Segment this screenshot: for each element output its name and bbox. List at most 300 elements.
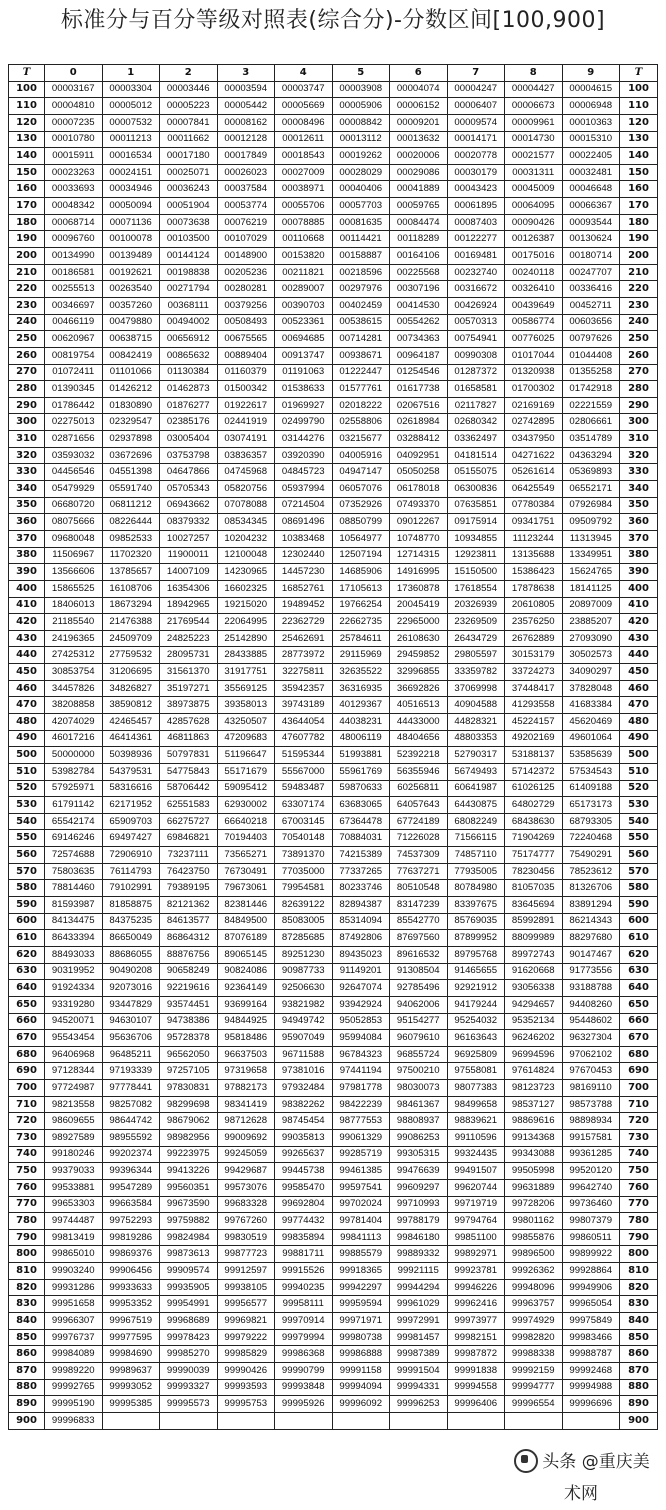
table-cell: 99855876: [505, 1229, 563, 1246]
table-row: [9, 1046, 658, 1063]
table-cell: 95352134: [505, 1013, 563, 1030]
table-cell: 79102991: [102, 880, 160, 897]
row-key-right: 710: [620, 1096, 658, 1113]
table-cell: 53585639: [562, 747, 620, 764]
table-row: [9, 1213, 658, 1230]
table-cell: 11313945: [562, 530, 620, 547]
table-row: [9, 497, 658, 514]
table-cell: 99491507: [447, 1163, 505, 1180]
table-row: [9, 830, 658, 847]
row-key-right: 570: [620, 863, 658, 880]
table-cell: [217, 1412, 275, 1429]
table-cell: [160, 1412, 218, 1429]
table-cell: 99110596: [447, 1130, 505, 1147]
row-key-left: 590: [9, 897, 45, 914]
row-key-left: 870: [9, 1362, 45, 1379]
table-cell: 01287372: [447, 364, 505, 381]
table-row: [9, 114, 658, 131]
table-cell: 04271622: [505, 447, 563, 464]
table-cell: 08850799: [332, 514, 390, 531]
table-cell: 97319658: [217, 1063, 275, 1080]
table-cell: 84134475: [45, 913, 103, 930]
row-key-right: 390: [620, 564, 658, 581]
table-cell: 99923781: [447, 1263, 505, 1280]
table-cell: 00009201: [390, 114, 448, 131]
row-key-left: 790: [9, 1229, 45, 1246]
table-cell: 99992765: [45, 1379, 103, 1396]
table-cell: 99961029: [390, 1296, 448, 1313]
table-cell: 00013112: [332, 131, 390, 148]
table-cell: 99719719: [447, 1196, 505, 1213]
row-key-right: 750: [620, 1163, 658, 1180]
table-cell: 99993593: [217, 1379, 275, 1396]
table-cell: 00066367: [562, 198, 620, 215]
table-cell: 87076189: [217, 930, 275, 947]
table-cell: 83645694: [505, 897, 563, 914]
table-cell: 98898934: [562, 1113, 620, 1130]
table-cell: 00158887: [332, 248, 390, 265]
table-cell: 99476639: [390, 1163, 448, 1180]
table-cell: 00007532: [102, 114, 160, 131]
table-cell: 61791142: [45, 797, 103, 814]
table-cell: 93699164: [217, 996, 275, 1013]
table-cell: 05369893: [562, 464, 620, 481]
table-cell: 99429687: [217, 1163, 275, 1180]
table-cell: 66640218: [217, 813, 275, 830]
table-cell: 99752293: [102, 1213, 160, 1230]
row-key-right: 440: [620, 647, 658, 664]
table-cell: 98808937: [390, 1113, 448, 1130]
table-cell: 49601064: [562, 730, 620, 747]
table-cell: 99653303: [45, 1196, 103, 1213]
table-cell: 99134368: [505, 1130, 563, 1147]
table-cell: 99869376: [102, 1246, 160, 1263]
table-cell: 10383468: [275, 530, 333, 547]
table-cell: 13349951: [562, 547, 620, 564]
table-cell: 02806661: [562, 414, 620, 431]
row-key-right: 450: [620, 664, 658, 681]
table-cell: 85083005: [275, 913, 333, 930]
row-key-left: 690: [9, 1063, 45, 1080]
table-cell: 99892971: [447, 1246, 505, 1263]
table-cell: 77935005: [447, 863, 505, 880]
table-cell: 01160379: [217, 364, 275, 381]
table-cell: 07493370: [390, 497, 448, 514]
table-cell: 72240468: [562, 830, 620, 847]
table-cell: 14916995: [390, 564, 448, 581]
table-cell: 57925971: [45, 780, 103, 797]
table-cell: 25142890: [217, 630, 275, 647]
table-cell: 99974929: [505, 1313, 563, 1330]
table-cell: 07780384: [505, 497, 563, 514]
table-cell: 94520071: [45, 1013, 103, 1030]
row-key-left: 710: [9, 1096, 45, 1113]
row-key-right: 900: [620, 1412, 658, 1429]
table-cell: 55567000: [275, 763, 333, 780]
table-cell: 00008162: [217, 114, 275, 131]
table-cell: 55961769: [332, 763, 390, 780]
table-cell: 01191063: [275, 364, 333, 381]
table-cell: 21769544: [160, 614, 218, 631]
row-key-left: 500: [9, 747, 45, 764]
table-cell: 38590812: [102, 697, 160, 714]
table-row: [9, 713, 658, 730]
table-cell: 15386423: [505, 564, 563, 581]
table-cell: 22965000: [390, 614, 448, 631]
table-cell: 18141125: [562, 580, 620, 597]
table-row: [9, 514, 658, 531]
table-cell: 00087403: [447, 214, 505, 231]
table-cell: 50797831: [160, 747, 218, 764]
table-cell: 00316672: [447, 281, 505, 298]
table-cell: 05591740: [102, 481, 160, 498]
table-cell: 98712628: [217, 1113, 275, 1130]
row-key-right: 300: [620, 414, 658, 431]
table-cell: 99976737: [45, 1329, 103, 1346]
table-cell: 00025071: [160, 164, 218, 181]
table-cell: 00103500: [160, 231, 218, 248]
row-key-left: 530: [9, 797, 45, 814]
table-cell: 99520120: [562, 1163, 620, 1180]
table-cell: 00005012: [102, 98, 160, 115]
table-cell: 02067516: [390, 397, 448, 414]
table-row: [9, 946, 658, 963]
table-cell: 86650049: [102, 930, 160, 947]
table-row: [9, 996, 658, 1013]
table-cell: 98679062: [160, 1113, 218, 1130]
table-cell: 99987872: [447, 1346, 505, 1363]
table-cell: 99996696: [562, 1396, 620, 1413]
table-cell: 00346697: [45, 297, 103, 314]
table-cell: 50000000: [45, 747, 103, 764]
table-cell: 98499658: [447, 1096, 505, 1113]
row-key-right: 670: [620, 1030, 658, 1047]
table-cell: 77035000: [275, 863, 333, 880]
table-cell: 22362729: [275, 614, 333, 631]
table-cell: 29115969: [332, 647, 390, 664]
table-cell: 99846180: [390, 1229, 448, 1246]
table-cell: 00990308: [447, 347, 505, 364]
table-cell: 70194403: [217, 830, 275, 847]
table-cell: 99759882: [160, 1213, 218, 1230]
table-cell: 17878638: [505, 580, 563, 597]
table-row: [9, 264, 658, 281]
table-cell: 99794764: [447, 1213, 505, 1230]
table-cell: 20610805: [505, 597, 563, 614]
table-cell: 00797626: [562, 331, 620, 348]
table-cell: 99702024: [332, 1196, 390, 1213]
table-cell: 97981778: [332, 1080, 390, 1097]
table-cell: 99969821: [217, 1313, 275, 1330]
table-cell: 01786442: [45, 397, 103, 414]
table-cell: 87285685: [275, 930, 333, 947]
table-cell: 00006673: [505, 98, 563, 115]
table-cell: 95154277: [390, 1013, 448, 1030]
table-cell: 00205236: [217, 264, 275, 281]
table-cell: 99824984: [160, 1229, 218, 1246]
table-cell: 99921115: [390, 1263, 448, 1280]
table-cell: 93821982: [275, 996, 333, 1013]
table-cell: 70884031: [332, 830, 390, 847]
table-cell: 24825223: [160, 630, 218, 647]
table-cell: 00009961: [505, 114, 563, 131]
row-key-right: 100: [620, 81, 658, 98]
table-cell: 84613577: [160, 913, 218, 930]
header-col-6: 6: [390, 65, 448, 82]
table-row: [9, 1030, 658, 1047]
table-cell: 95994084: [332, 1030, 390, 1047]
table-cell: 13135688: [505, 547, 563, 564]
table-cell: 58706442: [160, 780, 218, 797]
table-cell: 99505998: [505, 1163, 563, 1180]
table-cell: 00336416: [562, 281, 620, 298]
table-cell: 94408260: [562, 996, 620, 1013]
table-row: [9, 897, 658, 914]
row-key-left: 620: [9, 946, 45, 963]
table-row: [9, 98, 658, 115]
row-key-right: 730: [620, 1130, 658, 1147]
table-cell: 00096760: [45, 231, 103, 248]
table-cell: 99807379: [562, 1213, 620, 1230]
row-key-left: 900: [9, 1412, 45, 1429]
table-cell: 01390345: [45, 381, 103, 398]
row-key-right: 760: [620, 1179, 658, 1196]
table-cell: 96562050: [160, 1046, 218, 1063]
table-cell: 94844925: [217, 1013, 275, 1030]
table-cell: 99736460: [562, 1196, 620, 1213]
table-cell: 99379033: [45, 1163, 103, 1180]
row-key-left: 800: [9, 1246, 45, 1263]
table-row: [9, 148, 658, 165]
table-cell: 00055706: [275, 198, 333, 215]
table-cell: 99995926: [275, 1396, 333, 1413]
table-cell: 35569125: [217, 680, 275, 697]
table-cell: 02018222: [332, 397, 390, 414]
row-key-right: 350: [620, 497, 658, 514]
table-header-row: [9, 65, 658, 82]
row-key-left: 280: [9, 381, 45, 398]
row-key-left: 310: [9, 431, 45, 448]
row-key-left: 740: [9, 1146, 45, 1163]
table-cell: 56749493: [447, 763, 505, 780]
table-cell: 00011213: [102, 131, 160, 148]
table-cell: 00694685: [275, 331, 333, 348]
table-cell: 95636706: [102, 1030, 160, 1047]
row-key-left: 200: [9, 248, 45, 265]
table-cell: 99948096: [505, 1279, 563, 1296]
table-cell: 14007109: [160, 564, 218, 581]
table-cell: 86864312: [160, 930, 218, 947]
row-key-left: 390: [9, 564, 45, 581]
table-cell: 84849500: [217, 913, 275, 930]
table-cell: 99993848: [275, 1379, 333, 1396]
table-cell: 99710993: [390, 1196, 448, 1213]
table-cell: 99979994: [275, 1329, 333, 1346]
table-cell: 99946226: [447, 1279, 505, 1296]
table-cell: 00010363: [562, 114, 620, 131]
table-cell: 96711588: [275, 1046, 333, 1063]
table-cell: 89065145: [217, 946, 275, 963]
table-cell: 00006948: [562, 98, 620, 115]
table-cell: 00041889: [390, 181, 448, 198]
table-cell: [332, 1412, 390, 1429]
table-cell: 99995573: [160, 1396, 218, 1413]
row-key-right: 800: [620, 1246, 658, 1263]
table-cell: 97062102: [562, 1046, 620, 1063]
table-row: [9, 697, 658, 714]
table-row: [9, 680, 658, 697]
table-cell: 33724273: [505, 664, 563, 681]
row-key-right: 370: [620, 530, 658, 547]
table-row: [9, 364, 658, 381]
row-key-right: 280: [620, 381, 658, 398]
table-cell: 99996833: [45, 1412, 103, 1429]
table-cell: 26434729: [447, 630, 505, 647]
table-cell: 43644054: [275, 713, 333, 730]
table-cell: 14685906: [332, 564, 390, 581]
table-cell: 00819754: [45, 347, 103, 364]
table-cell: 99597541: [332, 1179, 390, 1196]
table-cell: 99609297: [390, 1179, 448, 1196]
table-cell: 58316616: [102, 780, 160, 797]
table-cell: 91308504: [390, 963, 448, 980]
table-cell: 95818486: [217, 1030, 275, 1047]
table-cell: 09175914: [447, 514, 505, 531]
table-cell: 07635851: [447, 497, 505, 514]
row-key-right: 550: [620, 830, 658, 847]
table-cell: 00153820: [275, 248, 333, 265]
table-row: [9, 164, 658, 181]
table-cell: 94179244: [447, 996, 505, 1013]
table-cell: 00061895: [447, 198, 505, 215]
table-cell: 57534543: [562, 763, 620, 780]
table-cell: 43250507: [217, 713, 275, 730]
table-cell: 54775843: [160, 763, 218, 780]
table-cell: 00076219: [217, 214, 275, 231]
table-cell: 00538615: [332, 314, 390, 331]
table-cell: 73891370: [275, 847, 333, 864]
table-cell: 42857628: [160, 713, 218, 730]
table-cell: 99984089: [45, 1346, 103, 1363]
table-cell: 00027009: [275, 164, 333, 181]
table-cell: 74537309: [390, 847, 448, 864]
table-cell: 82381446: [217, 897, 275, 914]
table-cell: 99877723: [217, 1246, 275, 1263]
table-cell: 36316935: [332, 680, 390, 697]
table-cell: 37828048: [562, 680, 620, 697]
row-key-left: 120: [9, 114, 45, 131]
table-cell: 34090297: [562, 664, 620, 681]
table-cell: 00466119: [45, 314, 103, 331]
table-row: [9, 314, 658, 331]
table-cell: 99970914: [275, 1313, 333, 1330]
row-key-right: 780: [620, 1213, 658, 1230]
table-cell: 08075666: [45, 514, 103, 531]
table-cell: 01320938: [505, 364, 563, 381]
table-cell: 99938105: [217, 1279, 275, 1296]
table-cell: 38973875: [160, 697, 218, 714]
table-cell: 72574688: [45, 847, 103, 864]
table-cell: 97614824: [505, 1063, 563, 1080]
table-cell: 98982956: [160, 1130, 218, 1147]
table-cell: 95254032: [447, 1013, 505, 1030]
table-cell: 79389195: [160, 880, 218, 897]
table-cell: 07926984: [562, 497, 620, 514]
table-cell: 00093544: [562, 214, 620, 231]
table-cell: 97724987: [45, 1080, 103, 1097]
table-cell: [390, 1412, 448, 1429]
table-cell: 00023263: [45, 164, 103, 181]
table-cell: 07078088: [217, 497, 275, 514]
row-key-right: 590: [620, 897, 658, 914]
table-cell: 99547289: [102, 1179, 160, 1196]
table-cell: 99885579: [332, 1246, 390, 1263]
table-cell: 12302440: [275, 547, 333, 564]
table-cell: 22662735: [332, 614, 390, 631]
table-cell: 99951658: [45, 1296, 103, 1313]
table-cell: 11123244: [505, 530, 563, 547]
table-cell: 92785496: [390, 980, 448, 997]
table-cell: 02329547: [102, 414, 160, 431]
table-cell: 59095412: [217, 780, 275, 797]
row-key-right: 290: [620, 397, 658, 414]
table-cell: 00084474: [390, 214, 448, 231]
table-cell: 10564977: [332, 530, 390, 547]
table-cell: 91924334: [45, 980, 103, 997]
table-cell: 00090426: [505, 214, 563, 231]
table-cell: 99931286: [45, 1279, 103, 1296]
row-key-right: 170: [620, 198, 658, 215]
table-cell: 00114421: [332, 231, 390, 248]
table-cell: 06178018: [390, 481, 448, 498]
table-cell: 00008842: [332, 114, 390, 131]
table-cell: 00754941: [447, 331, 505, 348]
table-row: [9, 530, 658, 547]
table-cell: 99933633: [102, 1279, 160, 1296]
table-cell: 25784611: [332, 630, 390, 647]
table-cell: [505, 1412, 563, 1429]
row-key-right: 890: [620, 1396, 658, 1413]
table-cell: 41683384: [562, 697, 620, 714]
table-cell: 08379332: [160, 514, 218, 531]
table-cell: 01072411: [45, 364, 103, 381]
table-cell: 30853754: [45, 664, 103, 681]
table-cell: 01876277: [160, 397, 218, 414]
row-key-left: 820: [9, 1279, 45, 1296]
table-cell: 99899922: [562, 1246, 620, 1263]
table-cell: 04845723: [275, 464, 333, 481]
table-body: [9, 81, 658, 1429]
table-cell: 20326939: [447, 597, 505, 614]
table-cell: 92647074: [332, 980, 390, 997]
table-cell: 99009692: [217, 1130, 275, 1147]
table-cell: 00081635: [332, 214, 390, 231]
table-cell: 00675565: [217, 331, 275, 348]
row-key-left: 770: [9, 1196, 45, 1213]
table-cell: 99989637: [102, 1362, 160, 1379]
table-row: [9, 813, 658, 830]
table-cell: 10027257: [160, 530, 218, 547]
table-cell: 40129367: [332, 697, 390, 714]
table-cell: 98077383: [447, 1080, 505, 1097]
table-cell: 23885207: [562, 614, 620, 631]
table-cell: 74215389: [332, 847, 390, 864]
table-cell: 08226444: [102, 514, 160, 531]
table-cell: 00144124: [160, 248, 218, 265]
header-col-4: 4: [275, 65, 333, 82]
table-cell: 99990039: [160, 1362, 218, 1379]
table-cell: 99305315: [390, 1146, 448, 1163]
